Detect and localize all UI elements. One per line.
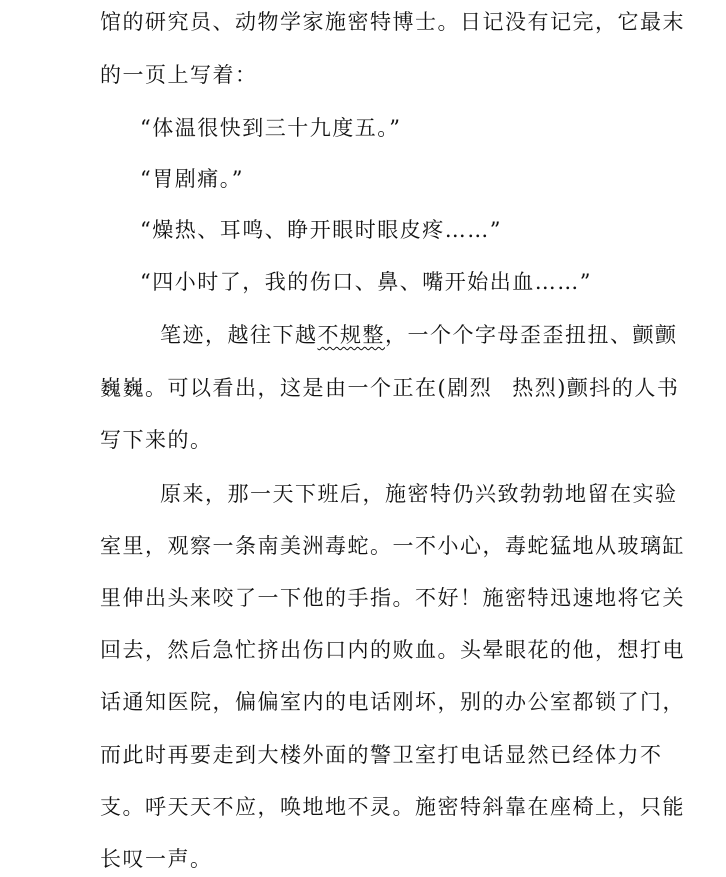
para2-line2: [100, 378, 679, 399]
para2-line2-suffix: )颤抖的人书: [557, 376, 680, 400]
para3-line5: 话通知医院，偏偏室内的电话刚坏，别的办公室都锁了门，: [100, 690, 685, 714]
para2-line1: [160, 325, 678, 346]
para3-line6: 而此时再要走到大楼外面的警卫室打电话显然已经体力不: [100, 743, 663, 767]
quote-1: “体温很快到三十九度五。”: [140, 116, 402, 140]
word-choice-group: [447, 378, 557, 399]
para2-line3: 写下来的。: [100, 428, 213, 452]
quote-3: “燥热、耳鸣、睁开眼时眼皮疼……”: [140, 218, 502, 242]
para3-line4: 回去，然后急忙挤出伤口内的败血。头晕眼花的他，想打电: [100, 638, 685, 662]
quote-4: “四小时了，我的伤口、鼻、嘴开始出血……”: [140, 270, 592, 294]
para3-line1: 原来，那一天下班后，施密特仍兴致勃勃地留在实验: [160, 482, 678, 506]
word-choice-b: 热烈: [512, 376, 558, 400]
para3-line2: 室里，观察一条南美洲毒蛇。一不小心，毒蛇猛地从玻璃缸: [100, 534, 685, 558]
para1-line2: 的一页上写着：: [100, 63, 258, 87]
word-choice-a: 剧烈: [447, 376, 493, 400]
para2-line2-prefix: 巍巍。可以看出，这是由一个正在(: [100, 376, 448, 400]
quote-2: “胃剧痛。”: [140, 167, 244, 191]
para2-line1-suffix: ，一个个字母歪歪扭扭、颤颤: [385, 323, 678, 347]
para1-line1: 馆的研究员、动物学家施密特博士。日记没有记完，它最末: [100, 10, 685, 34]
para2-line1-prefix: 笔迹，越往下越: [160, 323, 318, 347]
para3-line8: 长叹一声。: [100, 847, 213, 871]
para3-line7: 支。呼天天不应，唤地地不灵。施密特斜靠在座椅上，只能: [100, 795, 685, 819]
para3-line3: 里伸出头来咬了一下他的手指。不好！施密特迅速地将它关: [100, 586, 685, 610]
wavy-underlined-phrase: 不规整: [317, 323, 385, 347]
